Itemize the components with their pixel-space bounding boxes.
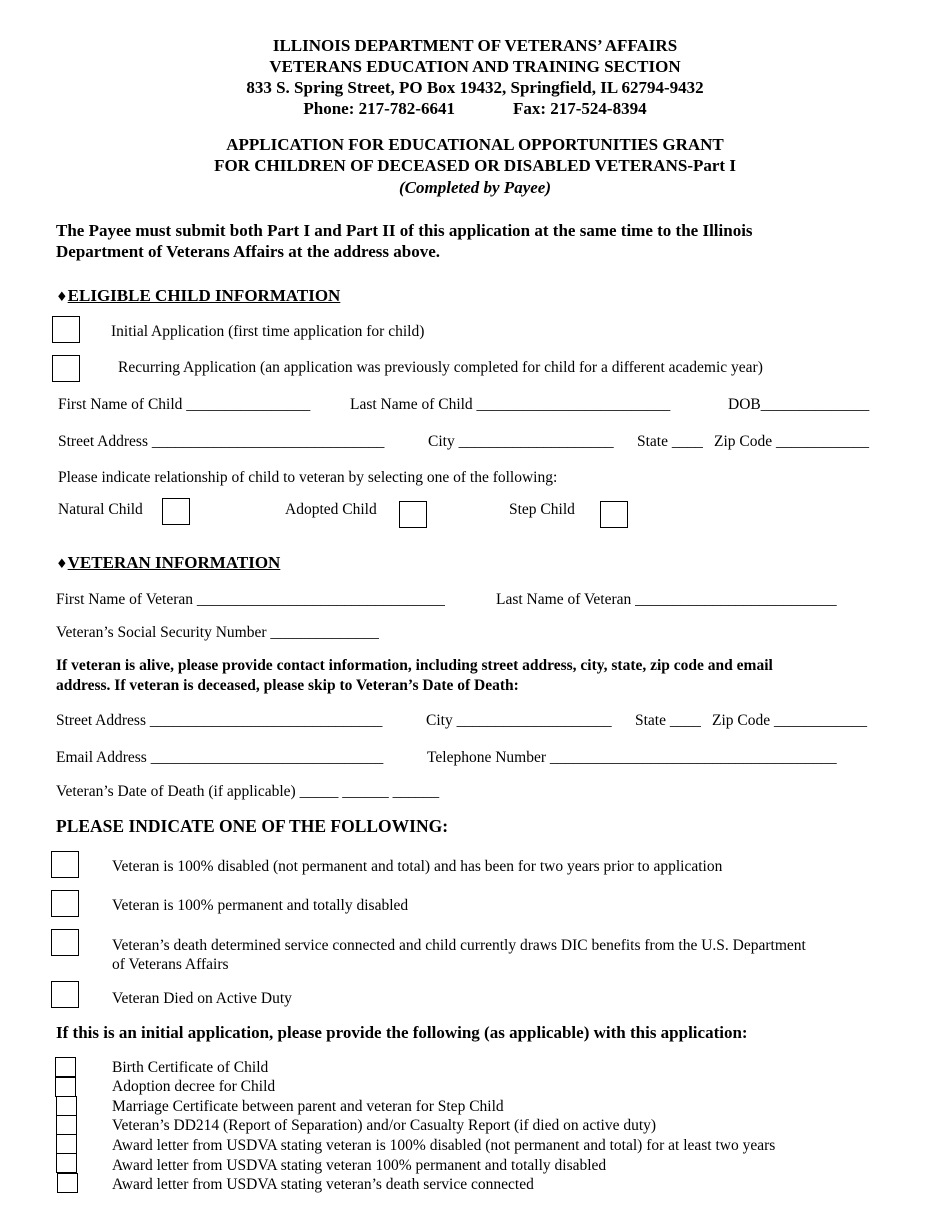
contact-note-line2: address. If veteran is deceased, please skip to Veteran’s Date of Death:	[56, 677, 519, 694]
form-subtitle: (Completed by Payee)	[399, 178, 551, 197]
status-option-4-label: Veteran Died on Active Duty	[112, 990, 292, 1007]
adopted-child-checkbox[interactable]	[399, 501, 427, 528]
status-option-2-label: Veteran is 100% permanent and totally disabled	[112, 897, 409, 914]
form-title-line1: APPLICATION FOR EDUCATIONAL OPPORTUNITIES GRANT	[226, 135, 724, 154]
child-city-field[interactable]: City ____________________	[428, 433, 614, 450]
document-checkbox[interactable]	[57, 1173, 78, 1193]
veteran-state-field[interactable]: State ____	[635, 712, 701, 729]
document-item: Veteran’s DD214 (Report of Separation) and/or Casualty Report (if died on active duty)	[112, 1117, 657, 1134]
document-checkbox[interactable]	[56, 1134, 77, 1154]
status-option-1-label: Veteran is 100% disabled (not permanent and total) and has been for two years prior to application	[112, 858, 723, 875]
initial-application-label: Initial Application (first time application for child)	[111, 323, 425, 340]
veteran-street-field[interactable]: Street Address ______________________________	[56, 712, 383, 729]
contact-note-line1: If veteran is alive, please provide contact information, including street address, city, state, zip code and email	[56, 657, 773, 674]
step-child-label: Step Child	[509, 501, 575, 518]
status-option-3-label-line2: of Veterans Affairs	[112, 956, 229, 973]
child-last-name-field[interactable]: Last Name of Child _________________________	[350, 396, 671, 413]
natural-child-label: Natural Child	[58, 501, 143, 518]
status-option-1-checkbox[interactable]	[51, 851, 79, 878]
diamond-bullet-icon: ♦	[56, 290, 68, 305]
document-checkbox[interactable]	[56, 1153, 77, 1173]
form-title-line2: FOR CHILDREN OF DECEASED OR DISABLED VETERANS-Part I	[214, 156, 736, 175]
veteran-section-title: VETERAN INFORMATION	[67, 553, 281, 572]
document-checkbox[interactable]	[56, 1096, 77, 1116]
document-item: Adoption decree for Child	[112, 1078, 276, 1095]
veteran-city-field[interactable]: City ____________________	[426, 712, 612, 729]
document-item: Birth Certificate of Child	[112, 1059, 269, 1076]
veteran-zip-field[interactable]: Zip Code ____________	[712, 712, 867, 729]
intro-line1: The Payee must submit both Part I and Part II of this application at the same time to the Illinois	[56, 221, 753, 240]
document-item: Award letter from USDVA stating veteran’s death service connected	[112, 1176, 534, 1193]
child-section-heading	[56, 286, 340, 306]
status-option-2-checkbox[interactable]	[51, 890, 79, 917]
document-item: Marriage Certificate between parent and veteran for Step Child	[112, 1098, 504, 1115]
diamond-bullet-icon: ♦	[56, 557, 68, 572]
child-state-field[interactable]: State ____	[637, 433, 703, 450]
veteran-first-name-field[interactable]: First Name of Veteran ________________________________	[56, 591, 445, 608]
child-street-field[interactable]: Street Address ______________________________	[58, 433, 385, 450]
section-name: VETERANS EDUCATION AND TRAINING SECTION	[269, 57, 681, 76]
contact-line	[0, 98, 950, 119]
veteran-last-name-field[interactable]: Last Name of Veteran __________________________	[496, 591, 837, 608]
document-checkbox[interactable]	[56, 1115, 77, 1135]
recurring-application-label: Recurring Application (an application was previously completed for child for a different academic year)	[118, 359, 763, 376]
recurring-application-checkbox[interactable]	[52, 355, 80, 382]
fax-number: Fax: 217-524-8394	[512, 99, 647, 118]
document-checkbox[interactable]	[55, 1077, 76, 1097]
status-section-heading: PLEASE INDICATE ONE OF THE FOLLOWING:	[56, 816, 449, 836]
status-option-3-checkbox[interactable]	[51, 929, 79, 956]
agency-name: ILLINOIS DEPARTMENT OF VETERANS’ AFFAIRS	[272, 36, 678, 55]
document-item: Award letter from USDVA stating veteran is 100% disabled (not permanent and total) for at least two years	[112, 1137, 776, 1154]
child-dob-field[interactable]: DOB______________	[728, 396, 870, 413]
natural-child-checkbox[interactable]	[162, 498, 190, 525]
document-item: Award letter from USDVA stating veteran 100% permanent and totally disabled	[112, 1157, 607, 1174]
step-child-checkbox[interactable]	[600, 501, 628, 528]
relationship-prompt: Please indicate relationship of child to veteran by selecting one of the following:	[58, 469, 558, 486]
veteran-section-heading	[56, 553, 280, 573]
child-section-title: ELIGIBLE CHILD INFORMATION	[67, 286, 341, 305]
veteran-date-of-death-field[interactable]: Veteran’s Date of Death (if applicable) _____ ______ ______	[56, 783, 440, 800]
veteran-ssn-field[interactable]: Veteran’s Social Security Number ______________	[56, 624, 379, 641]
status-option-4-checkbox[interactable]	[51, 981, 79, 1008]
agency-address: 833 S. Spring Street, PO Box 19432, Springfield, IL 62794-9432	[246, 78, 704, 97]
documents-section-heading: If this is an initial application, please provide the following (as applicable) with this application:	[56, 1023, 748, 1042]
veteran-email-field[interactable]: Email Address ______________________________	[56, 749, 384, 766]
veteran-telephone-field[interactable]: Telephone Number _____________________________________	[427, 749, 837, 766]
initial-application-checkbox[interactable]	[52, 316, 80, 343]
adopted-child-label: Adopted Child	[285, 501, 377, 518]
phone-number: Phone: 217-782-6641	[303, 99, 455, 118]
document-checkbox[interactable]	[55, 1057, 76, 1077]
child-first-name-field[interactable]: First Name of Child ________________	[58, 396, 311, 413]
child-zip-field[interactable]: Zip Code ____________	[714, 433, 869, 450]
intro-line2: Department of Veterans Affairs at the address above.	[56, 242, 441, 261]
status-option-3-label-line1: Veteran’s death determined service connected and child currently draws DIC benefits from the U.S. Department	[112, 937, 806, 954]
